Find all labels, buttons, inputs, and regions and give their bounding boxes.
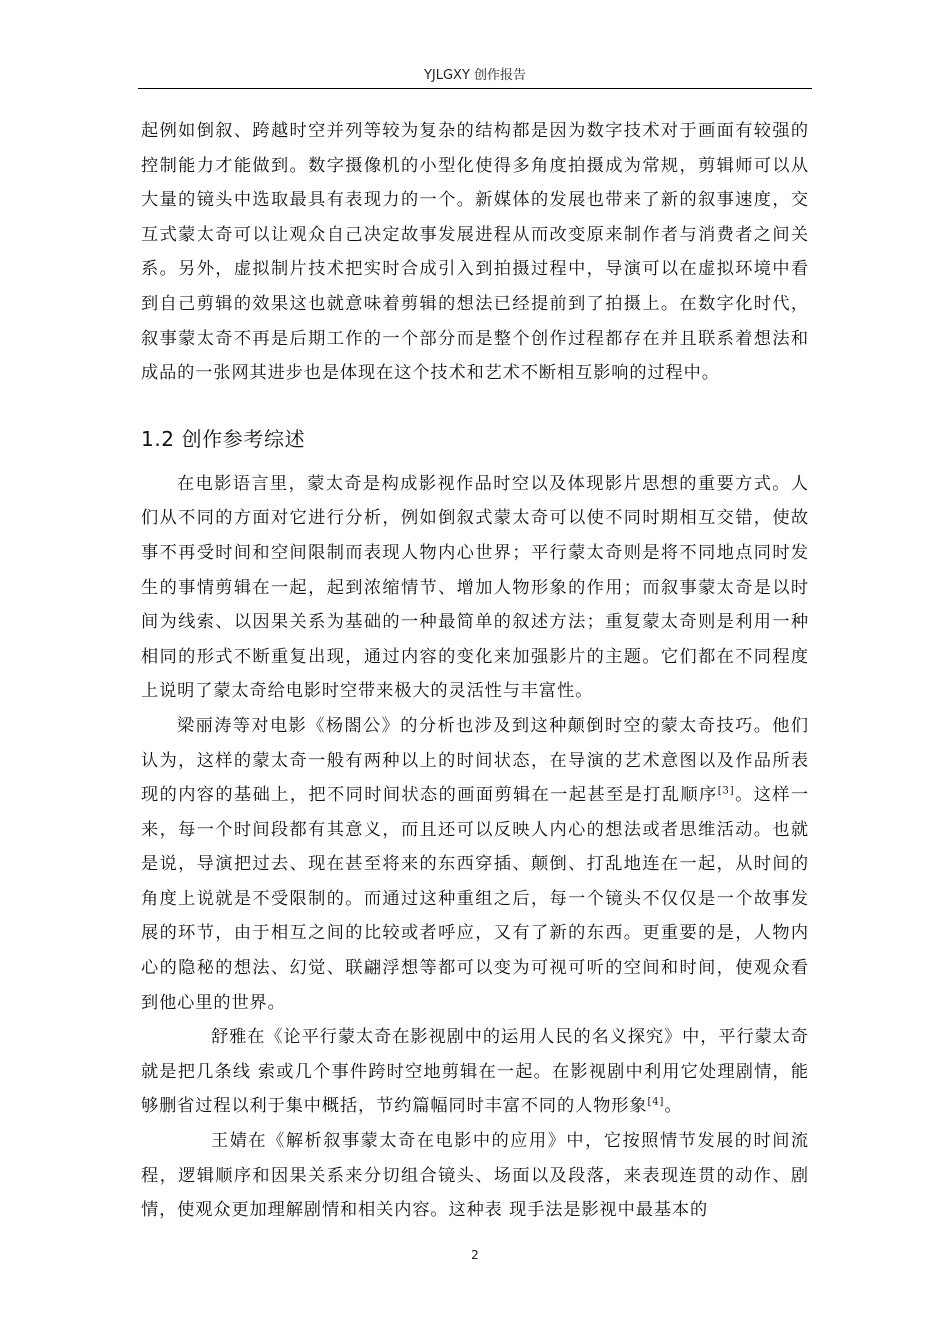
header-rule [138, 88, 812, 89]
paragraph-text: 。 [664, 1096, 683, 1117]
paragraph-continuation: 起例如倒叙、跨越时空并列等较为复杂的结构都是因为数字技术对于画面有较强的控制能力才能做到。数字摄像机的小型化使得多角度拍摄成为常规，剪辑师可以从大量的镜头中选取最具有表现力的一个。新媒体的发展也带来了新的叙事速度，交互式蒙太奇可以让观众自己决定故事发展进程从而改变原来制作者与消费者之间关系。另外，虚拟制片技术把实时合成引入到拍摄过程中，导演可以在虚拟环境中看到自己剪辑的效果这也就意味着剪辑的想法已经提前到了拍摄上。在数字化时代，叙事蒙太奇不再是后期工作的一个部分而是整个创作过程都存在并且联系着想法和成品的一张网其进步也是体现在这个技术和艺术不断相互影响的过程中。 [141, 121, 809, 384]
document-body [141, 114, 809, 1228]
paragraph-shu-ya [141, 1020, 809, 1124]
section-heading: 1.2 创作参考综述 [141, 426, 306, 451]
paragraph-liang-litao [141, 709, 809, 1020]
page-header: YJLGXY 创作报告 [423, 68, 527, 83]
paragraph-text: 梁丽涛等对电影《杨閤公》的分析也涉及到这种颠倒时空的蒙太奇技巧。他们认为，这样的蒙太奇一般有两种以上的时间状态，在导演的艺术意图以及作品所表现的内容的基础上，把不同时间状态的画面剪辑在一起甚至是打乱顺序 [141, 715, 809, 806]
paragraph-montage-overview: 在电影语言里，蒙太奇是构成影视作品时空以及体现影片思想的重要方式。人们从不同的方面对它进行分析，例如倒叙式蒙太奇可以使不同时期相互交错，使故事不再受时间和空间限制而表现人物内心世界；平行蒙太奇则是将不同地点同时发生的事情剪辑在一起，起到浓缩情节、增加人物形象的作用；而叙事蒙太奇是以时间为线索、以因果关系为基础的一种最简单的叙述方法；重复蒙太奇则是利用一种相同的形式不断重复出现，通过内容的变化来加强影片的主题。它们都在不同程度上说明了蒙太奇给电影时空带来极大的灵活性与丰富性。 [141, 473, 809, 702]
page-number: 2 [471, 1248, 479, 1262]
citation-ref-4: [4] [647, 1096, 665, 1108]
paragraph-wang-jing: 王婧在《解析叙事蒙太奇在电影中的应用》中，它按照情节发展的时间流程，逻辑顺序和因果关系来分切组合镜头、场面以及段落，来表现连贯的动作、剧情，使观众更加理解剧情和相关内容。这种表 现手法是影视中最基本的 [141, 1131, 809, 1221]
paragraph-text: 。这样一来，每一个时间段都有其意义，而且还可以反映人内心的想法或者思维活动。也就是说，导演把过去、现在甚至将来的东西穿插、颠倒、打乱地连在一起，从时间的角度上说就是不受限制的。而通过这种重组之后，每一个镜头不仅仅是一个故事发展的环节，由于相互之间的比较或者呼应，又有了新的东西。更重要的是，人物内心的隐秘的想法、幻觉、联翩浮想等都可以变为可视可听的空间和时间，使观众看到他心里的世界。 [141, 785, 809, 1013]
paragraph-text: 舒雅在《论平行蒙太奇在影视剧中的运用人民的名义探究》中，平行蒙太奇就是把几条线 索或几个事件跨时空地剪辑在一起。在影视剧中利用它处理剧情，能够删省过程以利于集中概括，节约篇幅同时丰富不同的人物形象 [141, 1027, 809, 1117]
citation-ref-3: [3] [717, 785, 735, 797]
